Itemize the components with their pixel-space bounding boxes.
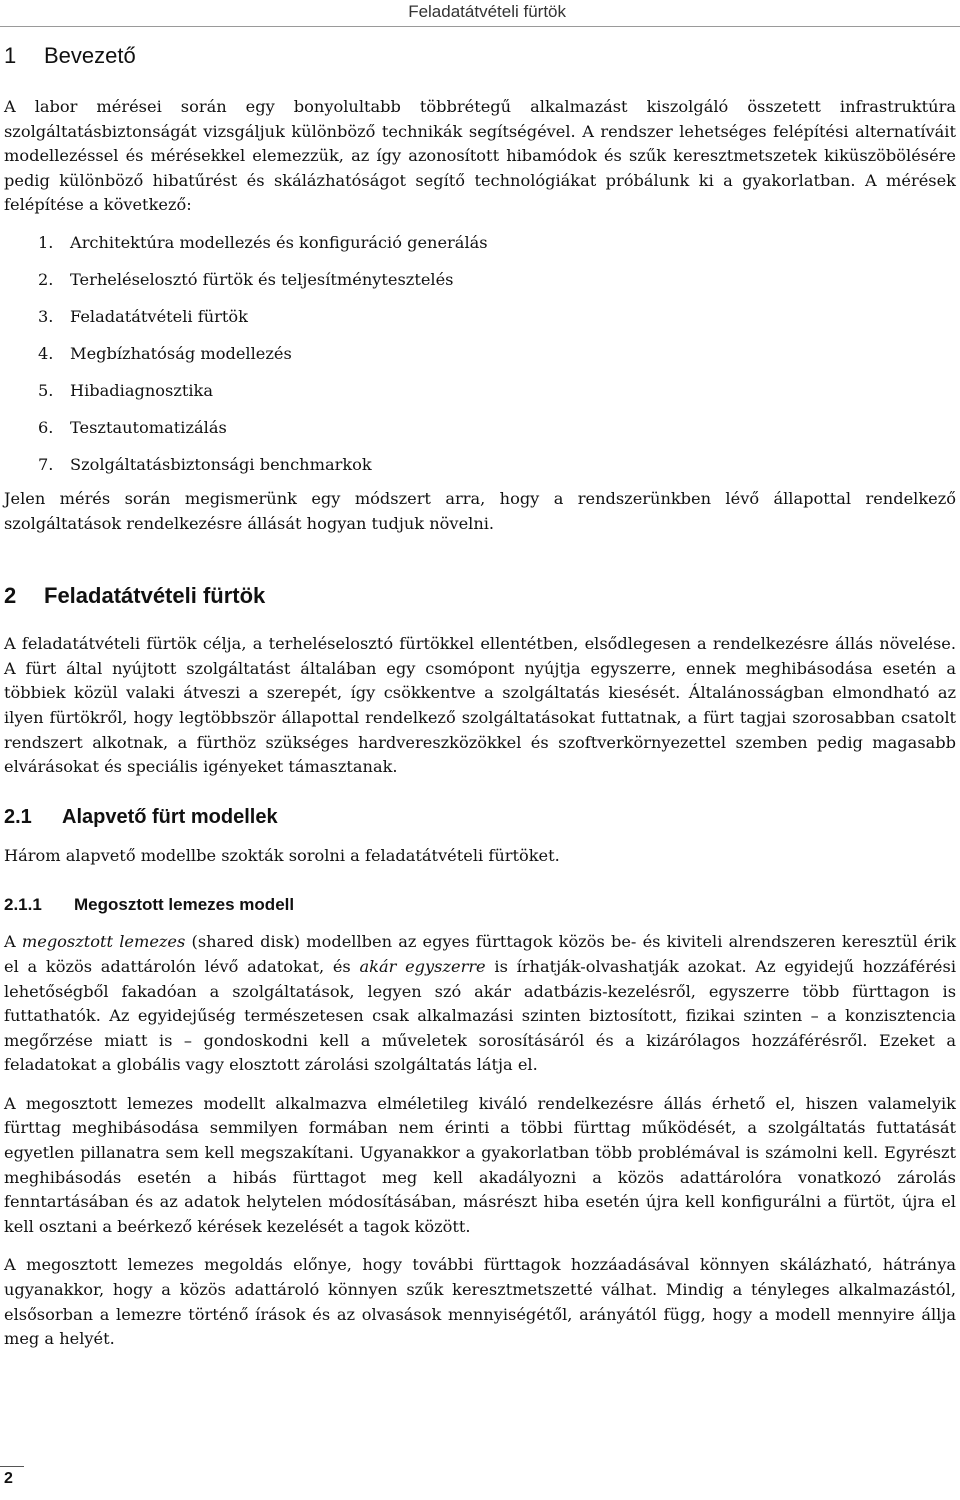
section-title: Alapvető fürt modellek [62,805,278,828]
list-item: 1. Architektúra modellezés és konfiguráció generálás [38,232,488,252]
page-number: 2 [4,1470,13,1487]
section-2-paragraph: A feladatátvételi fürtök célja, a terheléselosztó fürtökkel ellentétben, elsődlegesen a rendelkezésre állás növelése. A fürt által nyújtott szolgáltatást általában egy csomópont nyújtja egyszerre, ennek meghibásodása esetén a többiek közül valaki átveszi a szerepét, így csökkentve a szolgáltatás kiesését. Általánosságban elmondható az ilyen fürtökről, hogy legtöbbször állapottal rendelkező szolgáltatásokat futtatnak, a fürt tagjai szorosabban csatolt rendszert alkotnak, a fürthöz szükséges hardvereszközökkel és szoftverkörnyezettel szemben pedig magasabb elvárásokat és speciális igényeket támasztanak. [4,634,956,777]
section-title: Megosztott lemezes modell [74,895,295,915]
section-title: Bevezető [44,43,136,68]
list-item: 4. Megbízhatóság modellezés [38,343,292,363]
section-2-heading [4,578,956,614]
intro-paragraph: A labor mérései során egy bonyolultabb többrétegű alkalmazást kiszolgáló összetett infrastruktúra szolgáltatásbiztonságát vizsgáljuk különböző technikák segítségével. A rendszer lehetséges felépítési alternatíváit modellezéssel és mérésekkel elemezzük, az így azonosított hibamódok és szűk keresztmetszetek kiküszöbölésére pedig különböző hibatűrést és skálázhatóságot segítő technológiákat próbálunk ki a gyakorlatban. A mérések felépítése a következő: [4,97,956,215]
measurement-list [4,224,956,483]
section-1-heading [4,38,956,74]
page-content [4,38,956,1352]
section-number: 2.1.1 [4,895,42,915]
list-item: 5. Hibadiagnosztika [38,380,214,400]
shared-disk-paragraph-3: A megosztott lemezes megoldás előnye, hogy további fürttagok hozzáadásával könnyen skálázható, hátránya ugyanakkor, hogy a közös adattároló könnyen szűk keresztmetszetté válhat. Mindig a tényleges alkalmazástól, elsősorban a lemezre történő írások és az olvasások mennyiségétől, arányától függ, hogy a modell mennyire állja meg a helyét. [4,1255,956,1349]
shared-disk-paragraph-1: A megosztott lemezes (shared disk) modellben az egyes fürttagok közös be- és kiviteli alrendszeren keresztül érik el a közös adattárolón lévő adatokat, és akár egyszerre is írhatják-olvashatják azokat. Az egyidejű hozzáférési lehetőségből fakadóan a szolgáltatások, legyen szó akár adatbázis-kezelésről, egyszerre több fürttagon is futtathatók. Az egyidejűség természetesen csak alkalmazási szinten biztosított, fizikai szinten – a konzisztencia megőrzése miatt is – gondoskodni kell a műveletek sorosításáról és a kizárólagos hozzáférésről. Ezeket a feladatokat a globális vagy elosztott zárolási szolgáltatás látja el. [4,932,956,1075]
section-2-1-1-heading [4,892,956,918]
section-2-1-heading [4,802,956,832]
list-item: 3. Feladatátvételi fürtök [38,306,248,326]
list-item: 6. Tesztautomatizálás [38,417,227,437]
shared-disk-paragraph-2: A megosztott lemezes modellt alkalmazva elméletileg kiváló rendelkezésre állás érhető el, hiszen valamelyik fürttag meghibásodása semmilyen formában nem érinti a többi fürttag működését, a szolgáltatás futtatását egyetlen pillanatra sem kell megszakítani. Ugyanakkor a gyakorlatban több problémával is számolni kell. Egyrészt meghibásodás esetén a hibás fürttagot meg kell akadályozni a közös adattárolóra vonatkozó zárolás fenntartásában és az adatok helytelen módosításában, másrészt hiba esetén újra kell konfigurálni a fürtöt, újra el kell osztani a beérkező kérések kezelését a tagok között. [4,1093,956,1236]
list-item: 7. Szolgáltatásbiztonsági benchmarkok [38,454,372,474]
section-number: 1 [4,43,17,68]
footer-rule [0,1466,24,1467]
emphasis-term: akár egyszerre [359,956,486,976]
section-2-1-paragraph: Három alapvető modellbe szokták sorolni a feladatátvételi fürtöket. [4,845,560,865]
section-title: Feladatátvételi fürtök [44,583,266,609]
section-number: 2 [4,583,17,609]
outro-paragraph: Jelen mérés során megismerünk egy módszert arra, hogy a rendszerünkben lévő állapottal rendelkező szolgáltatások rendelkezésre állását hogyan tudjuk növelni. [4,488,956,533]
section-number: 2.1 [4,805,32,828]
running-head: Feladatátvételi fürtök [408,2,566,21]
header-rule [0,26,960,27]
emphasis-term: megosztott lemezes [21,932,186,952]
list-item: 2. Terheléselosztó fürtök és teljesítménytesztelés [38,269,454,289]
